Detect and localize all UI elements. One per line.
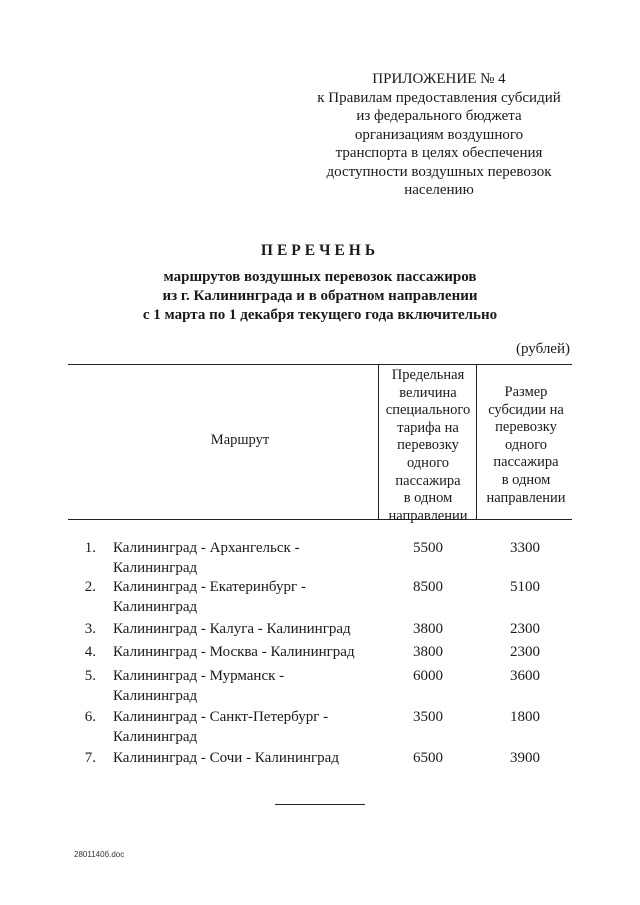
table-top-rule: [68, 364, 572, 365]
subsidy-cell: 5100: [510, 579, 540, 595]
row-number: 2.: [84, 579, 96, 595]
tariff-cell: 8500: [413, 579, 443, 595]
tariff-cell: 6500: [413, 750, 443, 766]
subsidy-cell: 3600: [510, 668, 540, 684]
tariff-cell: 6000: [413, 668, 443, 684]
row-number: 7.: [84, 750, 96, 766]
units-label: (рублей): [515, 341, 570, 357]
appendix-line: доступности воздушных перевозок: [326, 163, 552, 180]
appendix-line: из федерального бюджета: [356, 108, 522, 124]
tariff-cell: 3800: [413, 621, 443, 637]
subsidy-cell: 2300: [510, 621, 540, 637]
tariff-cell: 3800: [413, 644, 443, 660]
route-cell: Калининград - Сочи - Калининград: [113, 750, 339, 766]
route-cell: Калининград - Екатеринбург - Калининград: [113, 579, 306, 615]
subtitle-line: из г. Калининграда и в обратном направлении: [162, 288, 478, 304]
closing-rule: [275, 804, 365, 805]
header-route: Маршрут: [210, 432, 270, 448]
subtitle-line: маршрутов воздушных перевозок пассажиров: [163, 269, 477, 285]
subsidy-cell: 3300: [510, 540, 540, 556]
subsidy-cell: 1800: [510, 709, 540, 725]
appendix-line: к Правилам предоставления субсидий: [317, 89, 561, 106]
row-number: 1.: [84, 540, 96, 556]
appendix-line: организациям воздушного: [354, 126, 524, 143]
route-cell: Калининград - Мурманск - Калининград: [113, 668, 285, 704]
table-header-bottom-rule: [68, 519, 572, 520]
header-subsidy: Размер субсидии на перевозку одного пассажира в одном направлении: [486, 384, 566, 506]
row-number: 4.: [84, 644, 96, 660]
row-number: 3.: [84, 621, 96, 637]
route-cell: Калининград - Калуга - Калининград: [113, 621, 351, 637]
route-cell: Калининград - Москва - Калининград: [113, 644, 355, 660]
route-cell: Калининград - Архангельск - Калининград: [113, 540, 300, 576]
tariff-cell: 3500: [413, 709, 443, 725]
route-cell: Калининград - Санкт-Петербург - Калининград: [113, 709, 329, 745]
file-footnote: 2801140б.doc: [74, 850, 125, 859]
header-tariff: Предельная величина специального тарифа на перевозку одного пассажира в одном направлении: [385, 367, 471, 524]
row-number: 5.: [84, 668, 96, 684]
document-subtitle: [100, 268, 540, 325]
table-column-divider: [476, 364, 477, 519]
row-number: 6.: [84, 709, 96, 725]
appendix-line: населению: [404, 182, 474, 198]
tariff-cell: 5500: [413, 540, 443, 556]
appendix-heading: ПРИЛОЖЕНИЕ № 4: [372, 71, 506, 87]
table-column-divider: [378, 364, 379, 519]
subsidy-cell: 3900: [510, 750, 540, 766]
subsidy-cell: 2300: [510, 644, 540, 660]
subtitle-line: с 1 марта по 1 декабря текущего года включительно: [142, 307, 498, 323]
appendix-line: транспорта в целях обеспечения: [335, 145, 543, 161]
document-title: ПЕРЕЧЕНЬ: [260, 242, 380, 259]
appendix-block: [300, 70, 578, 200]
